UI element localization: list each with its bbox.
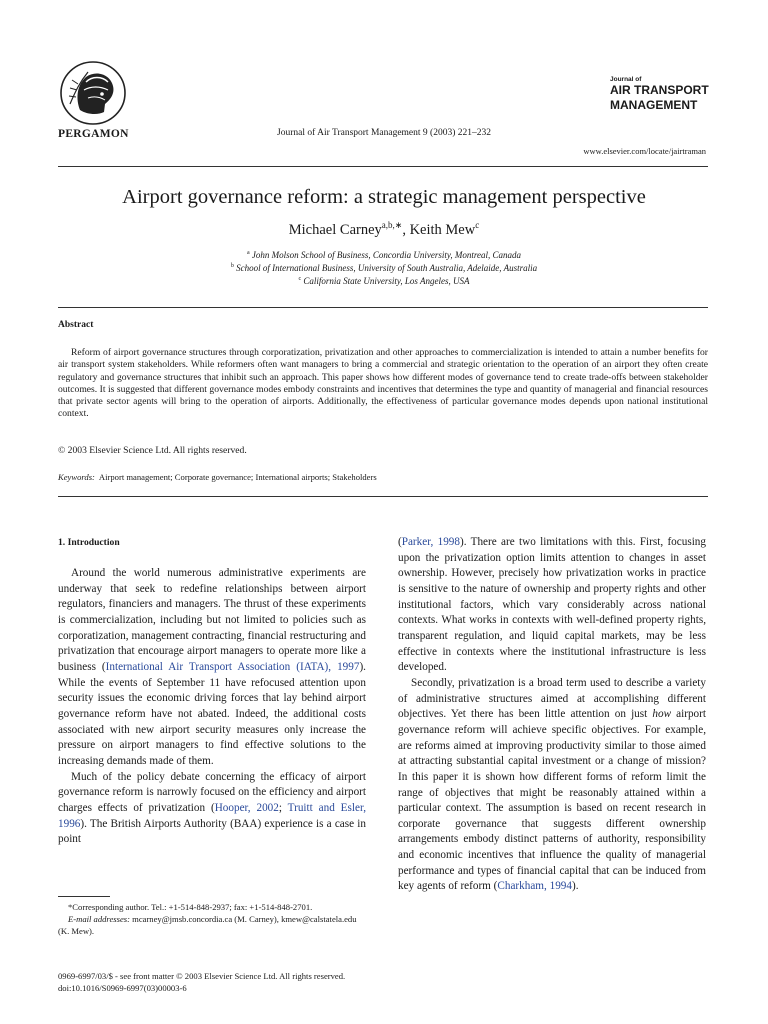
citation-link-truitt[interactable]: Truitt and Esler, 1996 <box>58 801 367 830</box>
affiliation-c <box>0 276 768 286</box>
publisher-logo-icon <box>58 60 128 126</box>
affiliation-b <box>0 263 768 273</box>
doi-line[interactable]: doi:10.1016/S0969-6997(03)00003-6 <box>58 983 187 994</box>
author-1: Michael Carney <box>288 221 382 238</box>
abstract-copyright: © 2003 Elsevier Science Ltd. All rights reserved. <box>58 445 247 456</box>
footnote-emails <box>58 913 366 937</box>
paragraph-text: airport governance reform will achieve specific objectives. For example, are reforms aimed at improving productivity similar to those aimed at attracting substantial capital investment or a change of mission? In this paper it is shown how different forms of reform limit the range of objectives that might be reasonably attained within a particular context. The assumption is based on recent research in corporate governance that suggests different ownership arrangements embody distinct patterns of authority, responsibility and economic incentives that influence the quality of managerial performance and types of financial capital that can be induced from key agents of reform ( <box>398 708 706 893</box>
journal-of-label: Journal of <box>610 76 642 83</box>
paragraph-text: ; <box>278 801 288 814</box>
issn-line: 0969-6997/03/$ - see front matter © 2003 Elsevier Science Ltd. All rights reserved. <box>58 971 346 981</box>
author-line <box>0 220 768 239</box>
intro-paragraph-1 <box>58 566 366 770</box>
affiliation-mark: c <box>298 276 302 282</box>
citation-link-iata[interactable]: International Air Transport Association (IATA), 1997 <box>105 660 360 673</box>
journal-name-line2: MANAGEMENT <box>610 98 698 112</box>
footnote <box>58 901 366 937</box>
abstract-body <box>58 347 708 421</box>
article-identifiers <box>58 970 345 994</box>
citation-link-hooper[interactable]: Hooper, 2002 <box>214 801 279 814</box>
affiliation-mark: a <box>247 250 250 256</box>
emphasis-text: how <box>652 708 672 721</box>
author-separator: , <box>402 221 410 238</box>
email-text: mcarney@jmsb.concordia.ca (M. Carney), kmew@calstatela.edu (K. Mew). <box>58 914 357 937</box>
abstract-top-rule <box>58 307 708 308</box>
keywords <box>58 472 377 482</box>
journal-url[interactable]: www.elsevier.com/locate/jairtraman <box>583 146 706 156</box>
affiliation-text: School of International Business, University of South Australia, Adelaide, Australia <box>233 263 538 273</box>
right-paragraph-2 <box>398 676 706 895</box>
left-column <box>58 566 366 848</box>
affiliation-a <box>0 250 768 260</box>
paragraph-text: Much of the policy debate concerning the efficacy of airport governance reform is narrowly focused on the efficiency and airport charges effects of privatization ( <box>58 770 366 814</box>
paragraph-text: Around the world numerous administrative experiments are underway that seek to redefine relationships between airport regulators, financiers and managers. The thrust of these experiments is commercialization, including but not limited to policies such as corporatization, management contracting, financial restructuring and privatization that encourage airport managers to operate more like a business ( <box>58 567 366 673</box>
affiliation-mark: b <box>230 263 234 269</box>
paragraph-text: Secondly, privatization is a broad term used to describe a variety of administrative structures aimed at accomplishing different objectives. Yet there has been little attention on just <box>398 676 706 721</box>
intro-paragraph-2 <box>58 770 366 848</box>
publisher-name: PERGAMON <box>58 128 129 140</box>
author-2-affil-marks[interactable]: c <box>475 220 480 230</box>
abstract-heading: Abstract <box>58 320 94 330</box>
paragraph-text: ). The British Airports Authority (BAA) experience is a case in point <box>58 817 366 846</box>
author-2: Keith Mew <box>409 221 476 238</box>
affiliation-text: California State University, Los Angeles, USA <box>301 276 470 286</box>
article-title: Airport governance reform: a strategic management perspective <box>122 186 646 208</box>
abstract-text: Reform of airport governance structures through corporatization, privatization and other approaches to commercialization is intended to attain a number benefits for air transport system stakeholders. While reformers often want managers to bring a commercial and strategic orientation to the operation of an airport they often create regulatory and governance structures that inhibit such an approach. This paper shows how different modes of governance tend to create trade-offs between stakeholder outcomes. It is suggested that different governance modes embody constraints and incentives that determines the type and quantity of managerial and financial resources that private sector agents will bring to the operation of airports. Additionally, the effectiveness of particular governance modes depends upon national institutional context. <box>58 347 708 420</box>
author-1-affil-marks[interactable]: a,b,∗ <box>381 220 403 230</box>
journal-name-line1: AIR TRANSPORT <box>610 83 709 97</box>
journal-masthead <box>610 76 709 113</box>
paragraph-text: ). There are two limitations with this. First, focusing upon the privatization option limits attention to changes in asset ownership. However, precisely how privatization works in practice is sensitive to the nature of ownership and property rights and other institutional factors, which vary considerably across national contexts. What works in contexts with well-defined property rights, transparent regulation, and liquid capital markets, may be less effective in contexts where the institutional infrastructure is less developed. <box>398 536 706 674</box>
citation-link-charkham[interactable]: Charkham, 1994 <box>497 880 572 893</box>
section-heading-introduction: 1. Introduction <box>58 537 120 548</box>
header-rule <box>58 166 708 167</box>
paragraph-text: ). <box>571 880 579 893</box>
paragraph-text: ( <box>398 536 402 548</box>
keywords-label: Keywords: <box>58 472 95 482</box>
abstract-bottom-rule <box>58 496 708 497</box>
email-label: E-mail addresses: <box>68 914 130 925</box>
right-column <box>398 535 706 895</box>
paragraph-text: ). While the events of September 11 have refocused attention upon security issues the economic driving forces that lay behind airport governance reform have not abated. Indeed, the additional costs associated with new airport security measures only increase the pressure on airport managers to find effective solutions to the increasing demands made of them. <box>58 660 366 767</box>
citation-link-parker[interactable]: Parker, 1998 <box>401 536 460 548</box>
right-paragraph-1 <box>398 535 706 676</box>
footnote-rule <box>58 896 110 897</box>
footnote-corresponding: *Corresponding author. Tel.: +1-514-848-2937; fax: +1-514-848-2701. <box>68 902 313 912</box>
journal-citation: Journal of Air Transport Management 9 (2003) 221–232 <box>277 128 491 138</box>
keywords-list: Airport management; Corporate governance; International airports; Stakeholders <box>98 472 377 482</box>
affiliation-text: John Molson School of Business, Concordia University, Montreal, Canada <box>249 250 521 260</box>
